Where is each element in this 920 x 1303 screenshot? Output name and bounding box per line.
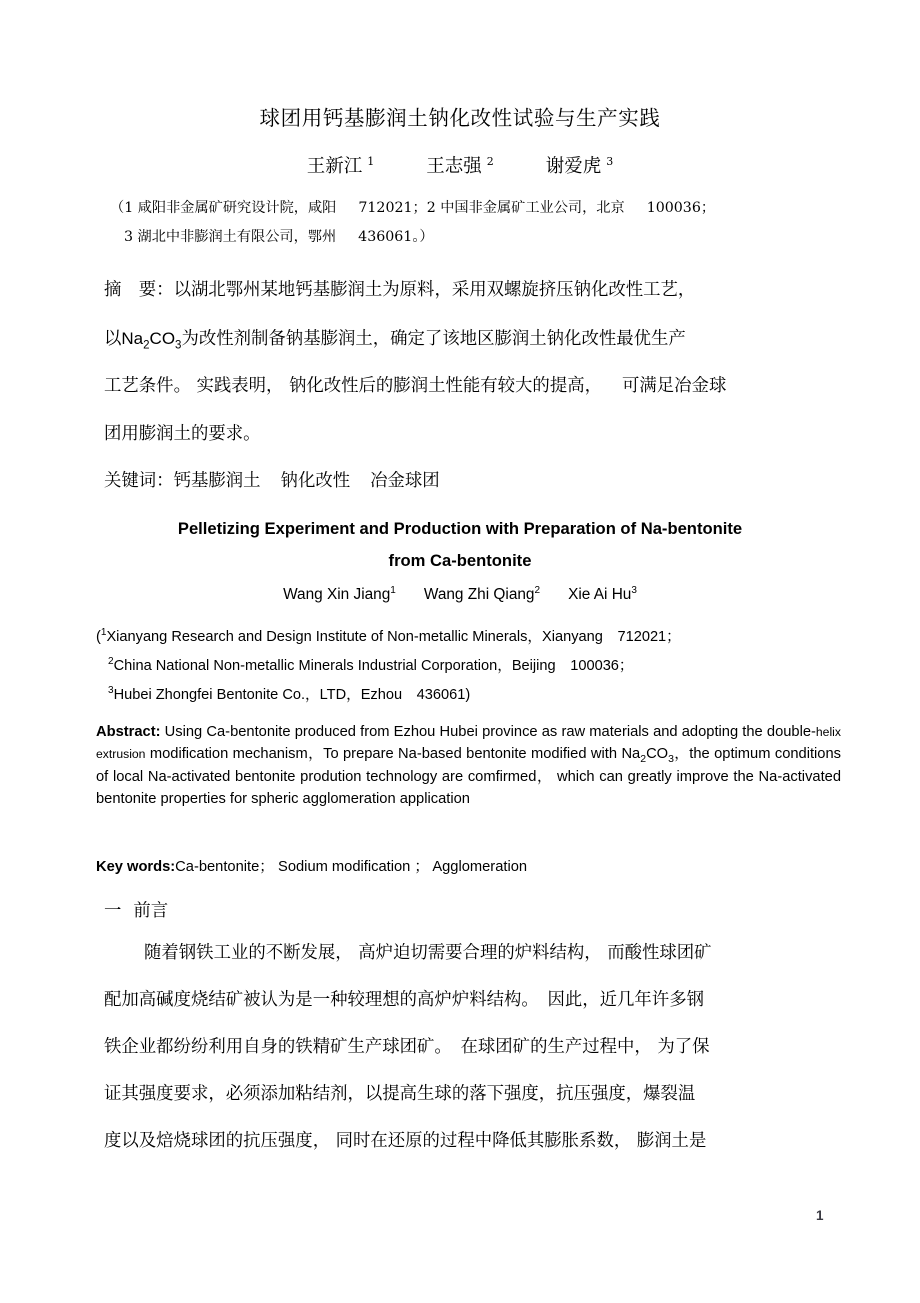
author-affiliation-marker: 1 xyxy=(390,585,396,596)
chinese-keywords-label: 关键词： xyxy=(104,471,174,491)
formula-subscript: 2 xyxy=(640,752,647,765)
affiliation-marker: 2 xyxy=(108,656,114,668)
chinese-author: 王新江 $^1$ xyxy=(306,155,375,178)
author-affiliation-marker: 1 xyxy=(367,155,375,168)
formula-subscript: 3 xyxy=(668,752,674,765)
affiliation-marker: 3 xyxy=(108,685,114,697)
chinese-abstract-line: 工艺条件。 实践表明， 钠化改性后的膨润土性能有较大的提高， 可满足冶金球 xyxy=(104,376,727,396)
english-abstract-text-part3: ，the optimum conditions of local Na-activated bentonite prodution technology are comfirmed， which can greatly improve the Na-activated bentonite properties for spheric agglomeration application xyxy=(96,745,841,807)
chinese-author-list xyxy=(0,155,920,179)
english-author: Wang Zhi Qiang$^2$ xyxy=(423,585,541,604)
chinese-keywords xyxy=(104,466,844,491)
section-title: 前言 xyxy=(133,901,169,921)
chinese-abstract-line: 以$Na_2CO_3$为改性剂制备钠基膨润土，确定了该地区膨润土钠化改性最优生产 xyxy=(104,329,686,352)
english-affiliation-2: $^2$China National Non-metallic Minerals Industrial Corporation，Beijing 100036； xyxy=(108,656,634,674)
body-paragraph xyxy=(104,938,846,1173)
author-affiliation-marker: 2 xyxy=(534,585,541,596)
english-affiliation-1: ($^1$Xianyang Research and Design Institute of Non-metallic Minerals，Xianyang 712021； xyxy=(96,627,681,645)
english-abstract: Abstract: Using Ca-bentonite produced from Ezhou Hubei province as raw materials and adopting the double-helix extrusion modification mechanism，To prepare Na-based bentonite modified with $Na_2CO_3$，the optimum conditions of local Na-activated bentonite prodution technology are comfirmed， which can greatly improve the Na-activated bentonite properties for spheric agglomeration application xyxy=(96,724,841,807)
section-number: 一 xyxy=(104,901,122,921)
body-line: 随着钢铁工业的不断发展， 高炉迫切需要合理的炉料结构， 而酸性球团矿 xyxy=(144,943,712,963)
body-line: 铁企业都纷纷利用自身的铁精矿生产球团矿。 在球团矿的生产过程中， 为了保 xyxy=(104,1037,710,1057)
body-line: 配加高碱度烧结矿被认为是一种较理想的高炉炉料结构。 因此，近几年许多钢 xyxy=(104,990,704,1010)
chinese-author: 王志强 $^2$ xyxy=(426,155,494,178)
chinese-affiliation-line-2: 3 湖北中非膨润土有限公司，鄂州 436061。） xyxy=(124,229,434,245)
english-abstract-small-text: helix extrusion xyxy=(96,725,841,761)
chinese-abstract-line: 团用膨润土的要求。 xyxy=(104,424,261,444)
chinese-abstract-line: 摘 要：以湖北鄂州某地钙基膨润土为原料，采用双螺旋挤压钠化改性工艺， xyxy=(104,280,696,300)
english-keywords-label: Key words: xyxy=(96,859,176,875)
author-affiliation-marker: 2 xyxy=(486,155,494,168)
chinese-keyword: 钙基膨润土 xyxy=(173,471,261,491)
english-title-line-2: from Ca-bentonite xyxy=(388,551,532,570)
section-heading xyxy=(104,896,168,921)
english-abstract-text-part1: Using Ca-bentonite produced from Ezhou Hubei province as raw materials and adopting the double- xyxy=(164,724,816,740)
chinese-keyword: 冶金球团 xyxy=(370,471,440,491)
english-affiliation-3: $^3$Hubei Zhongfei Bentonite Co.，LTD，Ezhou 436061) xyxy=(108,685,471,703)
english-author: Xie Ai Hu$^3$ xyxy=(568,585,637,604)
chinese-affiliation-line-1: （1 咸阳非金属矿研究设计院，咸阳 712021；2 中国非金属矿工业公司，北京 100036； xyxy=(110,200,716,216)
body-line: 证其强度要求，必须添加粘结剂，以提高生球的落下强度，抗压强度，爆裂温 xyxy=(104,1084,696,1104)
english-abstract-text-part2: modification mechanism，To prepare Na-based bentonite modified with Na xyxy=(149,745,641,762)
affiliation-marker: 1 xyxy=(100,627,107,639)
english-keywords xyxy=(96,855,841,876)
chinese-title: 球团用钙基膨润土钠化改性试验与生产实践 xyxy=(259,106,661,130)
chinese-abstract xyxy=(104,282,844,474)
english-author-list xyxy=(0,585,920,604)
english-author: Wang Xin Jiang$^1$ xyxy=(283,585,396,604)
page-number: 1 xyxy=(816,1208,824,1223)
english-title-line-1: Pelletizing Experiment and Production with Preparation of Na-bentonite xyxy=(177,519,743,538)
chinese-keyword: 钠化改性 xyxy=(280,471,351,491)
chinese-author: 谢爱虎 $^3$ xyxy=(545,155,614,178)
chemical-formula-na2co3: $Na_2CO_3$ xyxy=(121,329,182,352)
author-affiliation-marker: 3 xyxy=(606,155,614,168)
body-line: 度以及焙烧球团的抗压强度， 同时在还原的过程中降低其膨胀系数， 膨润土是 xyxy=(104,1131,707,1151)
english-keywords-text: Ca-bentonite； Sodium modification ； Agglomeration xyxy=(175,859,528,875)
author-affiliation-marker: 3 xyxy=(631,585,637,596)
english-abstract-label: Abstract: xyxy=(96,724,161,740)
